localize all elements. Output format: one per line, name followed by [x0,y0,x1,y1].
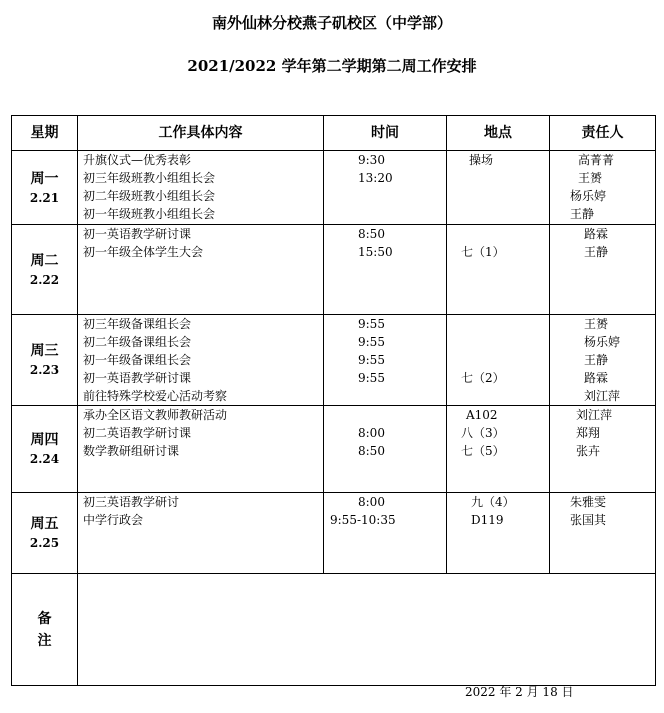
content-line: 承办全区语文教师教研活动 [83,408,228,422]
table-row-remarks [12,574,656,686]
content-line: 初二英语教学研讨课 [83,426,192,440]
time-line: 9:55 [358,317,385,331]
content-line: 初三年级班教小组组长会 [83,171,216,185]
content-line: 初三英语教学研讨 [83,495,180,509]
place-cell [447,315,550,406]
time-line: 8:50 [358,444,385,458]
person-line: 刘江萍 [584,389,621,403]
time-line: 9:55 [358,371,385,385]
person-cell [550,151,656,225]
person-cell [550,406,656,493]
person-line: 郑翔 [576,426,601,440]
content-line: 数学教研组研讨课 [83,444,180,458]
place-line: 七（1） [461,245,505,259]
person-line: 杨乐婷 [570,189,607,203]
day-name: 周二 [30,252,59,269]
time-line: 9:30 [358,153,385,167]
place-line: A102 [466,408,498,422]
person-line: 路霖 [584,371,609,385]
day-name: 周五 [30,516,59,532]
content-cell [78,225,324,315]
schedule-subtitle: 2021/2022 学年第二学期第二周工作安排 [187,57,477,75]
day-cell [12,225,78,315]
col-header-place: 地点 [447,116,550,151]
col-header-person: 责任人 [550,116,656,151]
time-cell [324,406,447,493]
day-cell [12,315,78,406]
content-line: 初一年级备课组长会 [83,353,192,367]
day-date: 2.21 [29,190,60,205]
content-line: 初二年级备课组长会 [83,335,192,349]
person-cell [550,315,656,406]
content-line: 初二年级班教小组组长会 [83,189,216,203]
day-cell [12,493,78,574]
time-line: 9:55 [358,335,385,349]
time-line: 8:00 [358,495,385,509]
place-line: 九（4） [471,495,515,509]
person-line: 张国其 [570,513,607,527]
person-cell [550,493,656,574]
table-row-monday [12,151,656,225]
time-cell [324,493,447,574]
time-line: 8:00 [358,426,385,440]
place-cell [447,151,550,225]
content-line: 初三年级备课组长会 [83,317,192,331]
day-date: 2.23 [29,363,60,377]
place-line [447,351,549,369]
content-line: 初一英语教学研讨课 [83,371,192,385]
person-line: 王赟 [578,171,603,185]
content-line: 初一英语教学研讨课 [83,227,192,241]
person-line: 杨乐婷 [584,335,621,349]
remark-label-cell [12,574,78,686]
person-line: 朱雅雯 [570,495,607,509]
day-cell [12,406,78,493]
person-line: 王赟 [584,317,609,331]
content-line: 初一年级班教小组组长会 [83,207,216,221]
place-line: 七（5） [461,444,505,458]
place-line [447,333,549,351]
time-line [358,406,446,424]
time-cell [324,151,447,225]
content-cell [78,493,324,574]
person-line: 王静 [584,353,609,367]
table-row-tuesday [12,225,656,315]
content-line: 初一年级全体学生大会 [83,245,204,259]
person-line: 高菁菁 [578,153,615,167]
content-cell [78,315,324,406]
person-line: 路霖 [584,227,609,241]
time-line: 13:20 [358,171,393,185]
place-cell [447,493,550,574]
place-line: 操场 [469,153,494,167]
col-header-content: 工作具体内容 [78,116,324,151]
day-date: 2.22 [29,272,60,287]
table-row-wednesday [12,315,656,406]
content-line: 中学行政会 [83,513,144,527]
day-date: 2.24 [29,452,60,466]
time-line: 15:50 [358,245,393,259]
remark-content-cell [78,574,656,686]
place-line: 七（2） [461,371,505,385]
col-header-time: 时间 [324,116,447,151]
content-line: 升旗仪式—优秀表彰 [83,153,192,167]
person-line: 张卉 [576,444,601,458]
person-line: 刘江萍 [576,408,613,422]
time-cell [324,225,447,315]
place-line [447,225,549,243]
table-row-thursday [12,406,656,493]
time-cell [324,315,447,406]
content-cell [78,406,324,493]
time-line: 8:50 [358,227,385,241]
table-row-friday [12,493,656,574]
place-line [447,315,549,333]
day-cell [12,151,78,225]
remark-label: 注 [37,632,52,649]
place-cell [447,406,550,493]
day-date: 2.25 [29,536,60,550]
col-header-day: 星期 [12,116,78,151]
place-line: D119 [471,513,504,527]
day-name: 周三 [30,343,59,359]
time-line: 9:55-10:35 [330,513,396,527]
place-cell [447,225,550,315]
content-line: 前往特殊学校爱心活动考察 [83,389,228,403]
person-line: 王静 [584,245,609,259]
person-line: 王静 [570,207,595,221]
content-cell [78,151,324,225]
person-cell [550,225,656,315]
school-title: 南外仙林分校燕子矶校区（中学部） [211,14,452,32]
table-header-row [12,116,656,151]
day-name: 周四 [30,432,59,448]
place-line: 八（3） [461,426,505,440]
weekly-schedule-table [11,115,656,686]
time-line: 9:55 [358,353,385,367]
issue-date: 2022 年 2 月 18 日 [465,685,574,699]
remark-label: 备 [37,610,52,627]
day-name: 周一 [30,170,59,187]
